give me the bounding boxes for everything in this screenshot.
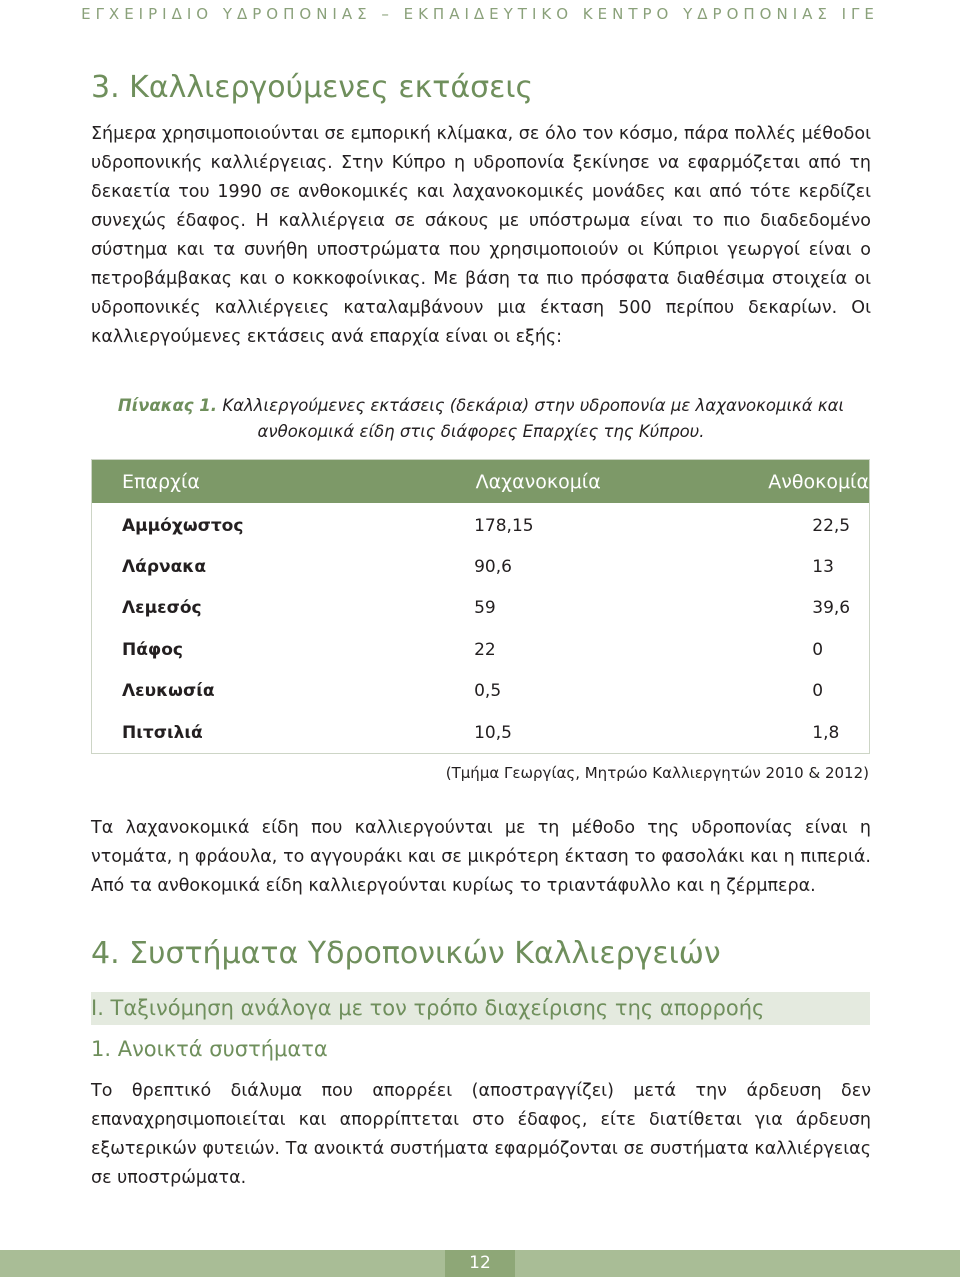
district-cell: Λευκωσία [122, 681, 215, 702]
flowers-cell: 1,8 [812, 722, 840, 743]
open-systems-heading: 1. Ανοικτά συστήματα [91, 1037, 328, 1061]
table-caption [91, 393, 871, 445]
table-row [92, 546, 870, 587]
district-cell: Λεμεσός [122, 598, 202, 619]
vegetables-cell: 0,5 [474, 681, 502, 702]
district-cell: Αμμόχωστος [122, 515, 244, 536]
district-cell: Πάφος [122, 639, 183, 660]
table-row [92, 629, 870, 670]
table-caption-label: Πίνακας 1. [117, 396, 218, 415]
intro-paragraph: Σήμερα χρησιμοποιούνται σε εμπορική κλίμακα, σε όλο τον κόσμο, πάρα πολλές μέθοδοι υδροπονικής καλλιέργειας. Στην Κύπρο η υδροπονία ξεκίνησε να εφαρμόζεται από τη δεκαετία του 1990 σε ανθοκομικές και λαχανοκομικές μονάδες και από τότε κερδίζει συνεχώς έδαφος. Η καλλιέργεια σε σάκους με υπόστρωμα είναι το πιο διαδεδομένο σύστημα και τα συνήθη υποστρώματα που χρησιμοποιούν οι Κύπριοι γεωργοί είναι ο πετροβάμβακας και ο κοκκοφοίνικας. Με βάση τα πιο πρόσφατα διαθέσιμα στοιχεία οι υδροπονικές καλλιέργειες καταλαμβάνουν μια έκταση 500 περίπου δεκαρίων. Οι καλλιεργούμενες εκτάσεις ανά επαρχία είναι οι εξής: [91, 124, 871, 347]
page-number: 12 [445, 1250, 515, 1277]
vegetables-cell: 22 [474, 639, 496, 660]
table-row [92, 588, 870, 629]
column-header-flowers: Ανθοκομία [728, 460, 869, 504]
table-source-note: (Τμήμα Γεωργίας, Μητρώο Καλλιεργητών 2010 & 2012) [445, 764, 869, 782]
table-row [92, 503, 870, 546]
column-header-district: Επαρχία [92, 460, 349, 504]
section-heading: 3. Καλλιεργούμενες εκτάσεις [91, 70, 534, 105]
flowers-cell: 22,5 [812, 515, 851, 536]
district-cell: Πιτσιλιά [122, 722, 203, 743]
column-header-vegetables: Λαχανοκομία [348, 460, 728, 504]
table-header-row [92, 460, 870, 504]
flowers-cell: 13 [812, 557, 834, 578]
acreage-table [91, 459, 870, 754]
table-row [92, 712, 870, 754]
vegetables-cell: 178,15 [474, 515, 534, 536]
open-systems-paragraph: Το θρεπτικό διάλυμα που απορρέει (αποστραγγίζει) μετά την άρδευση δεν επαναχρησιμοποιείται και απορρίπτεται στο έδαφος, είτε διατίθεται για άρδευση εξωτερικών φυτειών. Τα ανοικτά συστήματα εφαρμόζονται σε συστήματα καλλιέργειας σε υποστρώματα. [91, 1081, 871, 1188]
vegetables-cell: 10,5 [474, 722, 512, 743]
vegetables-cell: 59 [474, 598, 496, 619]
flowers-cell: 0 [812, 639, 824, 660]
table-row [92, 671, 870, 712]
district-cell: Λάρνακα [122, 557, 207, 578]
vegetables-cell: 90,6 [474, 557, 512, 578]
table-caption-text: Καλλιεργούμενες εκτάσεις (δεκάρια) στην υδροπονία με λαχανοκομικά και ανθοκομικά είδη στις διάφορες Επαρχίες της Κύπρου. [222, 396, 845, 441]
running-header: ΕΓΧΕΙΡΙΔΙΟ ΥΔΡΟΠΟΝΙΑΣ – ΕΚΠΑΙΔΕΥΤΙΚΟ ΚΕΝΤΡΟ ΥΔΡΟΠΟΝΙΑΣ ΙΓΕ [81, 5, 879, 23]
classification-subheading-text: I. Ταξινόμηση ανάλογα με τον τρόπο διαχείρισης της απορροής [91, 996, 765, 1020]
classification-subheading [91, 992, 870, 1025]
flowers-cell: 39,6 [812, 598, 851, 619]
crops-paragraph: Τα λαχανοκομικά είδη που καλλιεργούνται με τη μέθοδο της υδροπονίας είναι η ντομάτα, η φράουλα, το αγγουράκι και σε μικρότερη έκταση το φασολάκι και η πιπεριά. Από τα ανθοκομικά είδη καλλιεργούνται κυρίως το τριαντάφυλλο και η ζέρμπερα. [91, 818, 871, 896]
flowers-cell: 0 [812, 681, 824, 702]
chapter-heading: 4. Συστήματα Υδροπονικών Καλλιεργειών [91, 936, 721, 971]
